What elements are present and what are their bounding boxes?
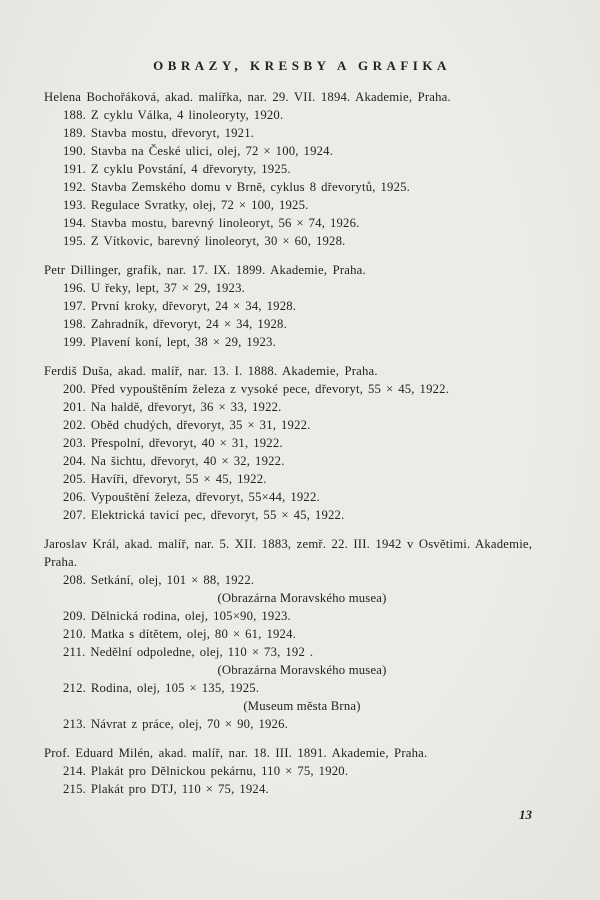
entry-note: (Obrazárna Moravského musea)	[217, 591, 387, 605]
artist-section	[44, 362, 560, 524]
catalog-entry: 191. Z cyklu Povstání, 4 dřevoryty, 1925.	[63, 162, 291, 176]
catalog-entry: 210. Matka s dítětem, olej, 80 × 61, 1924.	[63, 627, 296, 641]
catalog-entry: 208. Setkání, olej, 101 × 88, 1922.	[63, 573, 255, 587]
catalog-entry: 205. Havíři, dřevoryt, 55 × 45, 1922.	[63, 472, 267, 486]
catalog-entry: 188. Z cyklu Válka, 4 linoleoryty, 1920.	[63, 108, 284, 122]
catalog-entry: 196. U řeky, lept, 37 × 29, 1923.	[63, 281, 246, 295]
catalog-entry: 202. Oběd chudých, dřevoryt, 35 × 31, 1922.	[63, 418, 311, 432]
catalog-entry: 211. Nedělní odpoledne, olej, 110 × 73, 192 .	[63, 645, 314, 659]
catalog-entry: 207. Elektrická tavicí pec, dřevoryt, 55 × 45, 1922.	[63, 508, 345, 522]
catalog-entry: 195. Z Vítkovic, barevný linoleoryt, 30 × 60, 1928.	[63, 234, 346, 248]
catalog-entry: 215. Plakát pro DTJ, 110 × 75, 1924.	[63, 782, 269, 796]
page-number: 13	[519, 807, 532, 822]
catalog-entry: 203. Přespolní, dřevoryt, 40 × 31, 1922.	[63, 436, 283, 450]
catalog-entry: 193. Regulace Svratky, olej, 72 × 100, 1925.	[63, 198, 309, 212]
catalog-entry: 213. Návrat z práce, olej, 70 × 90, 1926.	[63, 717, 289, 731]
artist-header: Prof. Eduard Milén, akad. malíř, nar. 18. III. 1891. Akademie, Praha.	[44, 746, 428, 760]
catalog-entry: 197. První kroky, dřevoryt, 24 × 34, 1928.	[63, 299, 297, 313]
entry-note: (Museum města Brna)	[243, 699, 361, 713]
catalog-entry: 189. Stavba mostu, dřevoryt, 1921.	[63, 126, 255, 140]
artist-section	[44, 261, 560, 351]
artist-header: Jaroslav Král, akad. malíř, nar. 5. XII. 1883, zemř. 22. III. 1942 v Osvětimi. Akademie, Praha.	[44, 537, 533, 569]
artist-section	[44, 535, 560, 733]
catalog-entry: 209. Dělnická rodina, olej, 105×90, 1923.	[63, 609, 291, 623]
page-title: OBRAZY, KRESBY A GRAFIKA	[153, 58, 451, 73]
catalog-entry: 201. Na haldě, dřevoryt, 36 × 33, 1922.	[63, 400, 282, 414]
catalog-sections	[44, 88, 560, 798]
catalog-entry: 206. Vypouštění železa, dřevoryt, 55×44, 1922.	[63, 490, 320, 504]
catalog-entry: 214. Plakát pro Dělnickou pekárnu, 110 × 75, 1920.	[63, 764, 349, 778]
catalog-entry: 194. Stavba mostu, barevný linoleoryt, 56 × 74, 1926.	[63, 216, 360, 230]
artist-section	[44, 744, 560, 798]
catalog-entry: 192. Stavba Zemského domu v Brně, cyklus 8 dřevorytů, 1925.	[63, 180, 411, 194]
catalog-entry: 204. Na šichtu, dřevoryt, 40 × 32, 1922.	[63, 454, 285, 468]
artist-header: Ferdiš Duša, akad. malíř, nar. 13. I. 1888. Akademie, Praha.	[44, 364, 378, 378]
artist-section	[44, 88, 560, 250]
artist-header: Petr Dillinger, grafik, nar. 17. IX. 1899. Akademie, Praha.	[44, 263, 366, 277]
entry-note: (Obrazárna Moravského musea)	[217, 663, 387, 677]
catalog-entry: 190. Stavba na České ulici, olej, 72 × 100, 1924.	[63, 144, 334, 158]
artist-header: Helena Bochořáková, akad. malířka, nar. 29. VII. 1894. Akademie, Praha.	[44, 90, 451, 104]
catalog-entry: 212. Rodina, olej, 105 × 135, 1925.	[63, 681, 260, 695]
catalog-entry: 199. Plavení koní, lept, 38 × 29, 1923.	[63, 335, 276, 349]
catalog-entry: 200. Před vypouštěním železa z vysoké pece, dřevoryt, 55 × 45, 1922.	[63, 382, 450, 396]
catalog-entry: 198. Zahradník, dřevoryt, 24 × 34, 1928.	[63, 317, 287, 331]
